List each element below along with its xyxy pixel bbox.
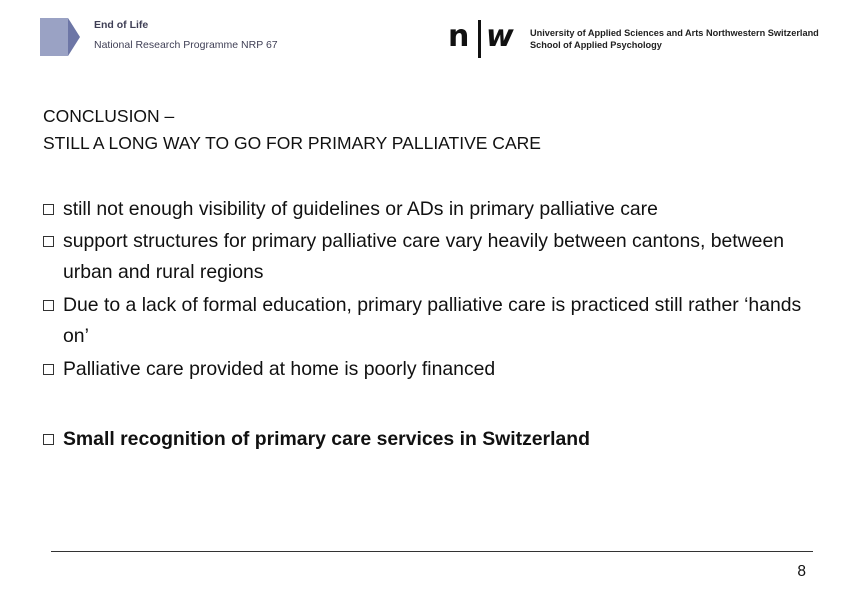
checkbox-square-icon	[43, 204, 54, 215]
checkbox-square-icon	[43, 364, 54, 375]
nrp-logo-title: End of Life	[94, 19, 149, 31]
checkbox-square-icon	[43, 236, 54, 247]
fhnw-mark-w: w	[486, 19, 514, 54]
fhnw-university-name: University of Applied Sciences and Arts Northwestern Switzerland	[530, 28, 819, 38]
nrp-logo-subtitle: National Research Programme NRP 67	[94, 39, 278, 51]
bullet-item	[43, 194, 813, 225]
slide-title-line-1: CONCLUSION –	[43, 106, 175, 126]
bullet-text: Small recognition of primary care services in Switzerland	[63, 428, 590, 450]
page-number: 8	[797, 563, 806, 580]
checkbox-square-icon	[43, 300, 54, 311]
bullet-item	[43, 290, 813, 352]
bullet-text: Palliative care provided at home is poorly financed	[63, 358, 496, 380]
bullet-text: support structures for primary palliative care vary heavily between cantons, between urban and rural regions	[63, 230, 785, 283]
footer-divider	[51, 551, 813, 552]
bullet-text: still not enough visibility of guidelines or ADs in primary palliative care	[63, 198, 658, 220]
bullet-item	[43, 226, 813, 288]
bullet-item-emphasis	[43, 424, 813, 455]
slide-title-line-2: STILL A LONG WAY TO GO FOR PRIMARY PALLIATIVE CARE	[43, 133, 541, 153]
bullet-item	[43, 354, 813, 385]
fhnw-mark-n: n	[448, 19, 470, 54]
checkbox-square-icon	[43, 434, 54, 445]
bullet-text: Due to a lack of formal education, primary palliative care is practiced still rather ‘hands on’	[63, 294, 802, 347]
fhnw-school-name: School of Applied Psychology	[530, 40, 662, 50]
